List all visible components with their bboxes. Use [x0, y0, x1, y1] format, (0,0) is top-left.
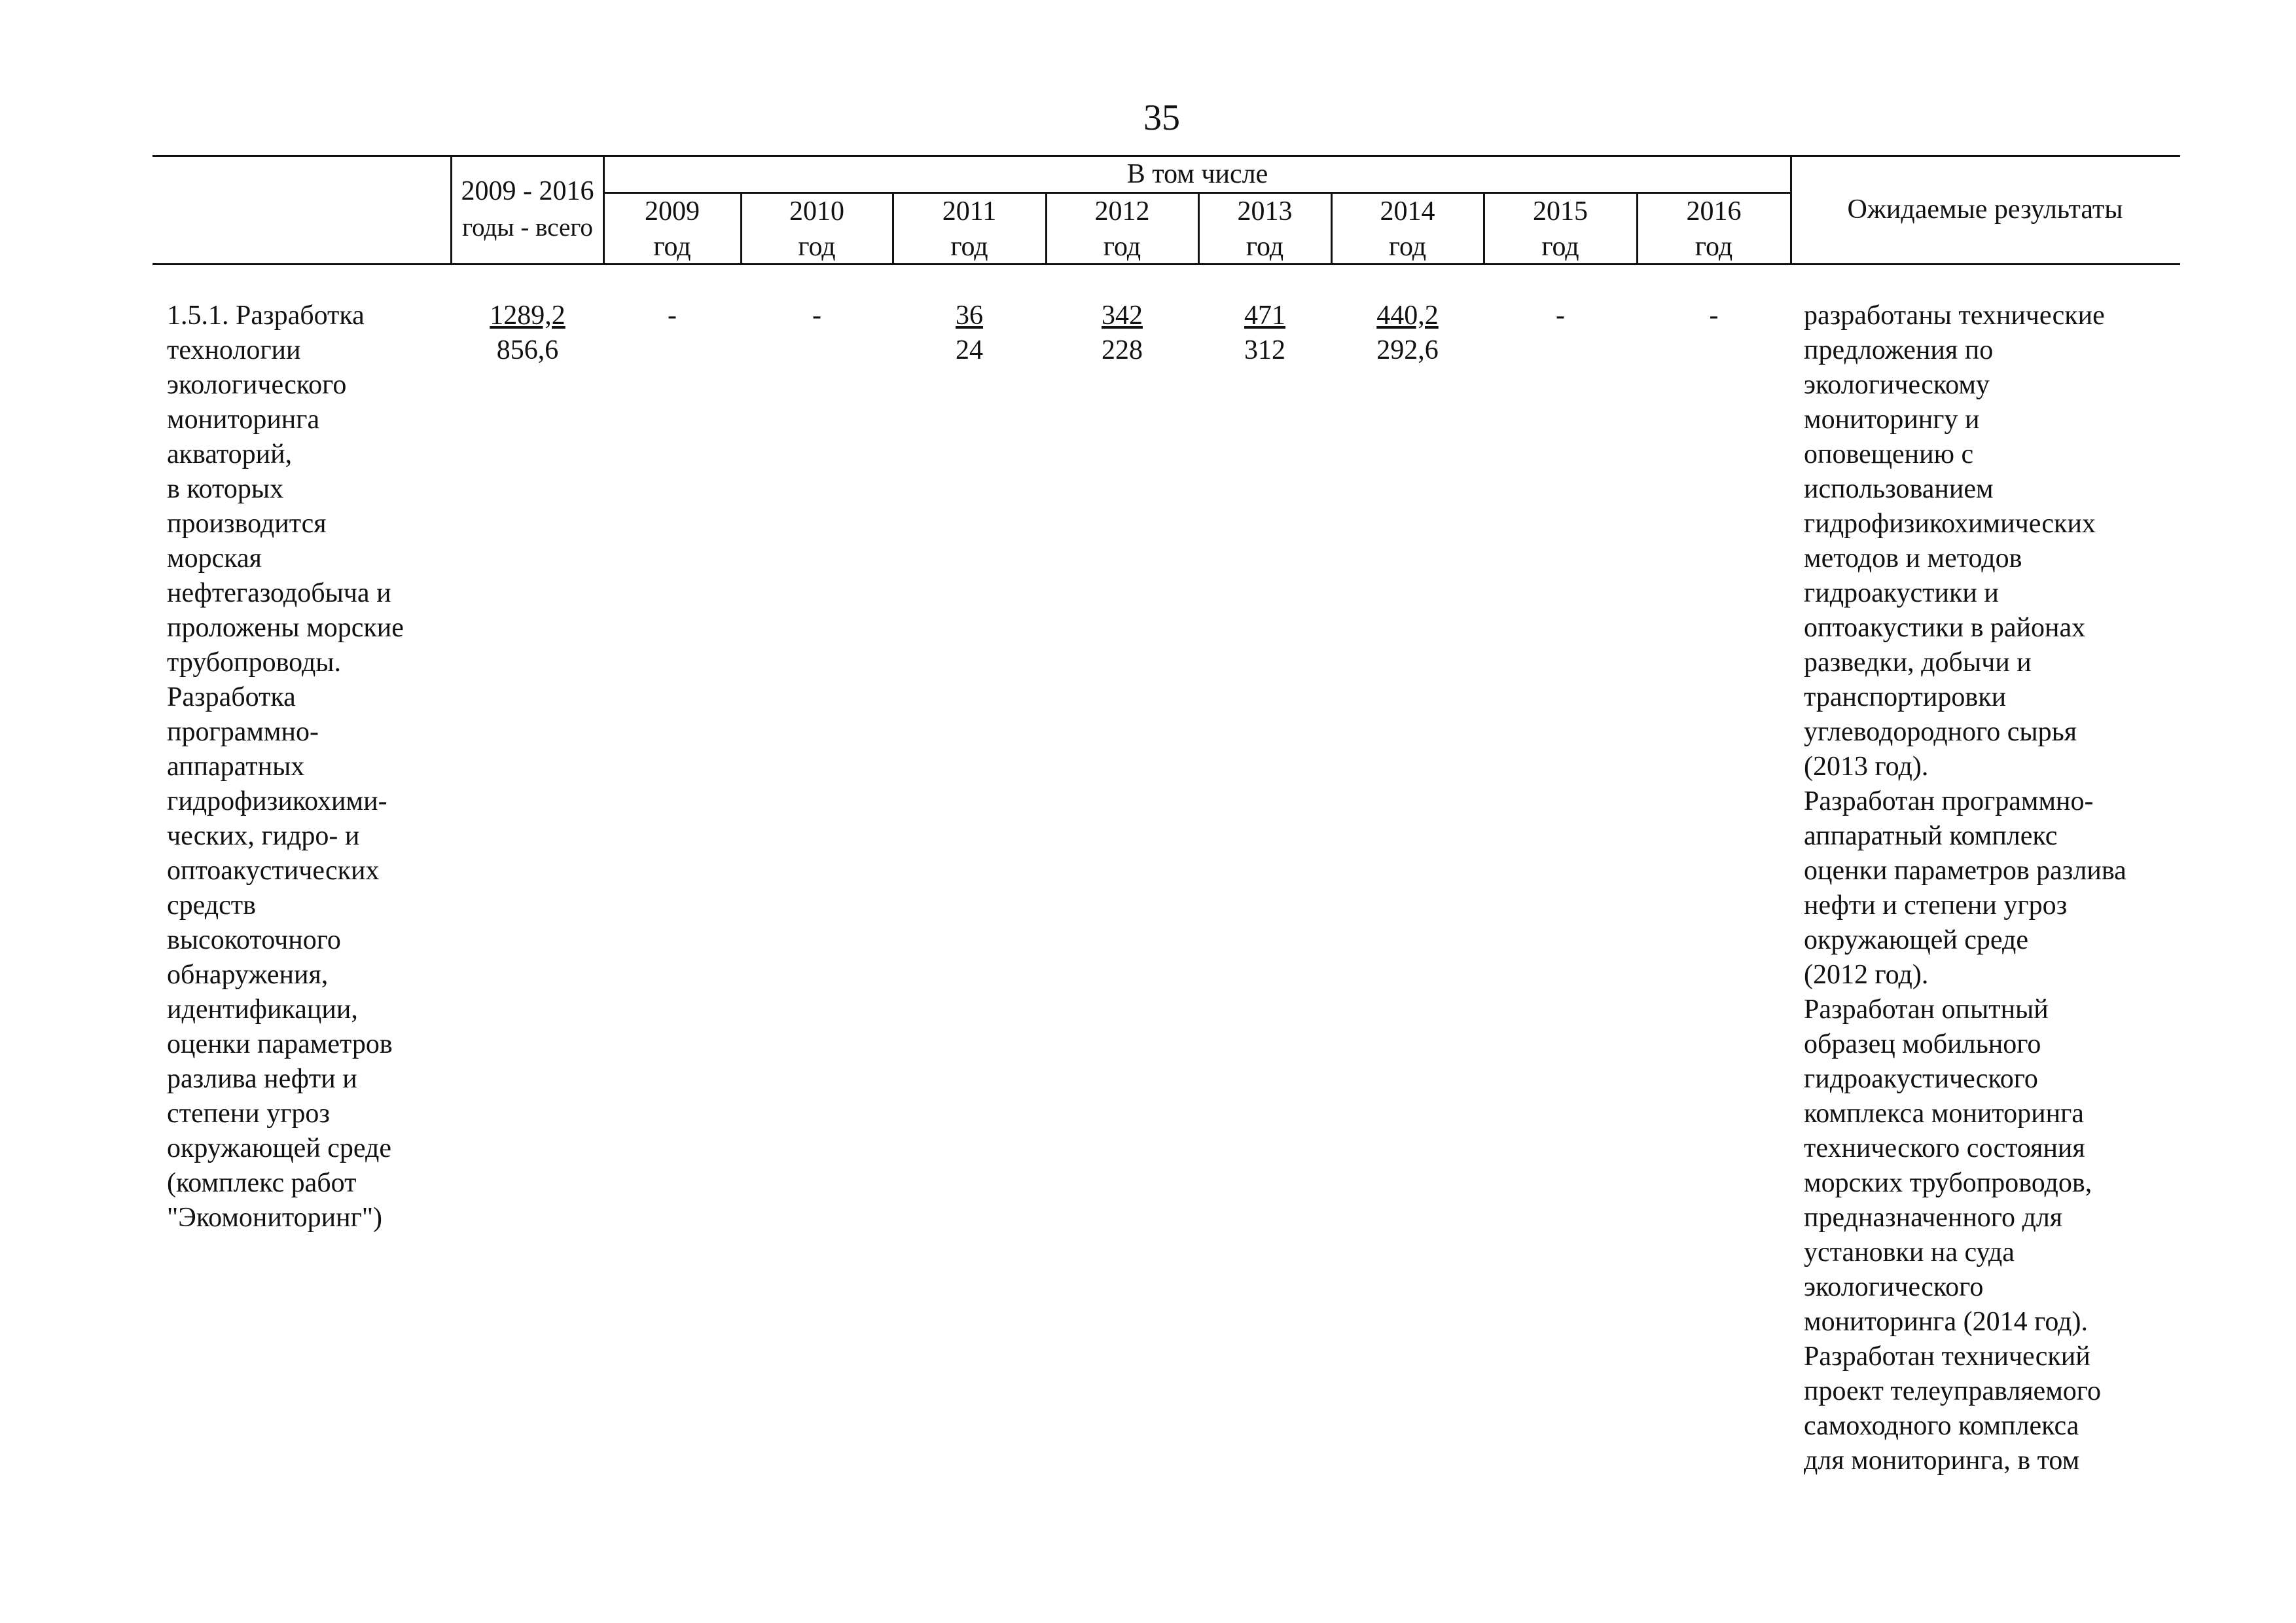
result-line: оценки параметров разлива — [1804, 856, 2126, 886]
header-year-unit: год — [798, 232, 836, 262]
header-year-2014 — [1332, 194, 1483, 266]
result-line: мониторингу и — [1804, 405, 1980, 435]
header-total-line2: годы - всего — [462, 213, 593, 242]
page-number: 35 — [1143, 98, 1180, 138]
header-year-unit: год — [1695, 232, 1733, 262]
result-line: методов и методов — [1804, 543, 2022, 574]
value-2011-federal: 24 — [956, 335, 983, 365]
header-year-2009 — [604, 194, 740, 266]
result-line: образец мобильного — [1804, 1029, 2041, 1059]
result-line: комплекса мониторинга — [1804, 1099, 2084, 1129]
header-year-2010 — [742, 194, 892, 266]
description-line: гидрофизикохими- — [167, 786, 387, 816]
value-2014-federal: 292,6 — [1376, 335, 1439, 365]
result-line: предложения по — [1804, 335, 1994, 365]
description-line: средств — [167, 890, 256, 921]
value-2015: - — [1556, 301, 1565, 331]
result-line: разработаны технические — [1804, 301, 2105, 331]
description-line: Разработка — [167, 682, 296, 712]
value-2010: - — [812, 301, 821, 331]
header-year-2015 — [1484, 194, 1636, 266]
result-line: гидрофизикохимических — [1804, 509, 2096, 539]
header-year-label: 2016 — [1686, 196, 1742, 227]
description-line: обнаружения, — [167, 960, 329, 990]
description-line: проложены морские — [167, 613, 404, 643]
header-year-2016 — [1638, 194, 1790, 266]
result-line: гидроакустики и — [1804, 578, 1999, 608]
result-line: использованием — [1804, 474, 1994, 504]
header-year-unit: год — [1388, 232, 1427, 262]
result-line: предназначенного для — [1804, 1203, 2063, 1233]
description-line: ческих, гидро- и — [167, 821, 360, 851]
result-line: для мониторинга, в том — [1804, 1446, 2080, 1476]
header-year-unit: год — [653, 232, 691, 262]
description-line: окружающей среде — [167, 1133, 392, 1163]
description-line: программно- — [167, 717, 319, 747]
result-line: (2012 год). — [1804, 960, 1929, 990]
cell-2013 — [1199, 299, 1331, 368]
cell-2009 — [604, 299, 740, 333]
header-expected-results: Ожидаемые результаты — [1847, 194, 2123, 225]
header-year-2012 — [1047, 194, 1198, 266]
cell-2015 — [1484, 299, 1636, 333]
description-line: идентификации, — [167, 994, 358, 1025]
description-line: акваторий, — [167, 439, 293, 469]
header-year-label: 2012 — [1094, 196, 1150, 227]
value-2009: - — [668, 301, 677, 331]
description-line: технологии — [167, 335, 301, 365]
cell-2016 — [1638, 299, 1790, 333]
value-2014: 440,2 — [1376, 301, 1439, 331]
row-description — [167, 299, 442, 1235]
result-line: оптоакустики в районах — [1804, 613, 2086, 643]
result-line: гидроакустического — [1804, 1064, 2038, 1094]
description-line: морская — [167, 543, 262, 574]
value-2016: - — [1709, 301, 1719, 331]
cell-2011 — [893, 299, 1045, 368]
result-line: экологическому — [1804, 370, 1990, 400]
header-year-2013 — [1199, 194, 1331, 266]
cell-2012 — [1047, 299, 1198, 368]
description-line: аппаратных — [167, 752, 305, 782]
result-line: технического состояния — [1804, 1133, 2085, 1163]
cell-total — [452, 299, 603, 368]
result-line: Разработан технический — [1804, 1341, 2090, 1372]
result-line: разведки, добычи и — [1804, 647, 2032, 678]
description-line: в которых — [167, 474, 284, 504]
value-2013-federal: 312 — [1244, 335, 1285, 365]
description-line: степени угроз — [167, 1099, 331, 1129]
cell-2014 — [1332, 299, 1483, 368]
result-line: оповещению с — [1804, 439, 1974, 469]
description-line: нефтегазодобыча и — [167, 578, 391, 608]
description-line: оценки параметров — [167, 1029, 393, 1059]
header-year-label: 2011 — [942, 196, 997, 227]
value-total-federal: 856,6 — [496, 335, 559, 365]
result-line: углеводородного сырья — [1804, 717, 2077, 747]
value-2013: 471 — [1244, 301, 1285, 331]
description-line: трубопроводы. — [167, 647, 342, 678]
description-line: оптоакустических — [167, 856, 380, 886]
result-line: проект телеуправляемого — [1804, 1376, 2101, 1406]
cell-2010 — [742, 299, 892, 333]
header-year-unit: год — [1541, 232, 1579, 262]
row-expected-results — [1804, 299, 2183, 1478]
header-year-label: 2013 — [1237, 196, 1293, 227]
header-year-label: 2014 — [1380, 196, 1435, 227]
header-year-label: 2015 — [1533, 196, 1588, 227]
result-line: нефти и степени угроз — [1804, 890, 2068, 921]
description-line: мониторинга — [167, 405, 320, 435]
description-line: высокоточного — [167, 925, 341, 955]
description-line: "Экомониторинг") — [167, 1203, 382, 1233]
header-year-unit: год — [1103, 232, 1141, 262]
col-divider-desc — [450, 155, 452, 263]
result-line: морских трубопроводов, — [1804, 1168, 2092, 1198]
result-line: установки на суда — [1804, 1237, 2015, 1267]
description-line: (комплекс работ — [167, 1168, 357, 1198]
result-line: самоходного комплекса — [1804, 1411, 2079, 1441]
description-line: 1.5.1. Разработка — [167, 301, 365, 331]
result-line: Разработан программно- — [1804, 786, 2094, 816]
header-year-label: 2009 — [645, 196, 700, 227]
result-line: Разработан опытный — [1804, 994, 2049, 1025]
value-2011: 36 — [956, 301, 983, 331]
result-line: мониторинга (2014 год). — [1804, 1307, 2088, 1337]
description-line: экологического — [167, 370, 347, 400]
header-year-unit: год — [950, 232, 988, 262]
result-line: аппаратный комплекс — [1804, 821, 2058, 851]
result-line: экологического — [1804, 1272, 1984, 1302]
value-2012: 342 — [1102, 301, 1143, 331]
header-year-2011 — [893, 194, 1045, 266]
result-line: (2013 год). — [1804, 752, 1929, 782]
value-total: 1289,2 — [490, 301, 565, 331]
header-year-unit: год — [1246, 232, 1284, 262]
header-total-line1: 2009 - 2016 — [461, 176, 594, 206]
header-year-label: 2010 — [789, 196, 844, 227]
result-line: окружающей среде — [1804, 925, 2029, 955]
result-line: транспортировки — [1804, 682, 2007, 712]
value-2012-federal: 228 — [1102, 335, 1143, 365]
description-line: разлива нефти и — [167, 1064, 357, 1094]
header-including: В том числе — [1126, 159, 1268, 189]
description-line: производится — [167, 509, 327, 539]
